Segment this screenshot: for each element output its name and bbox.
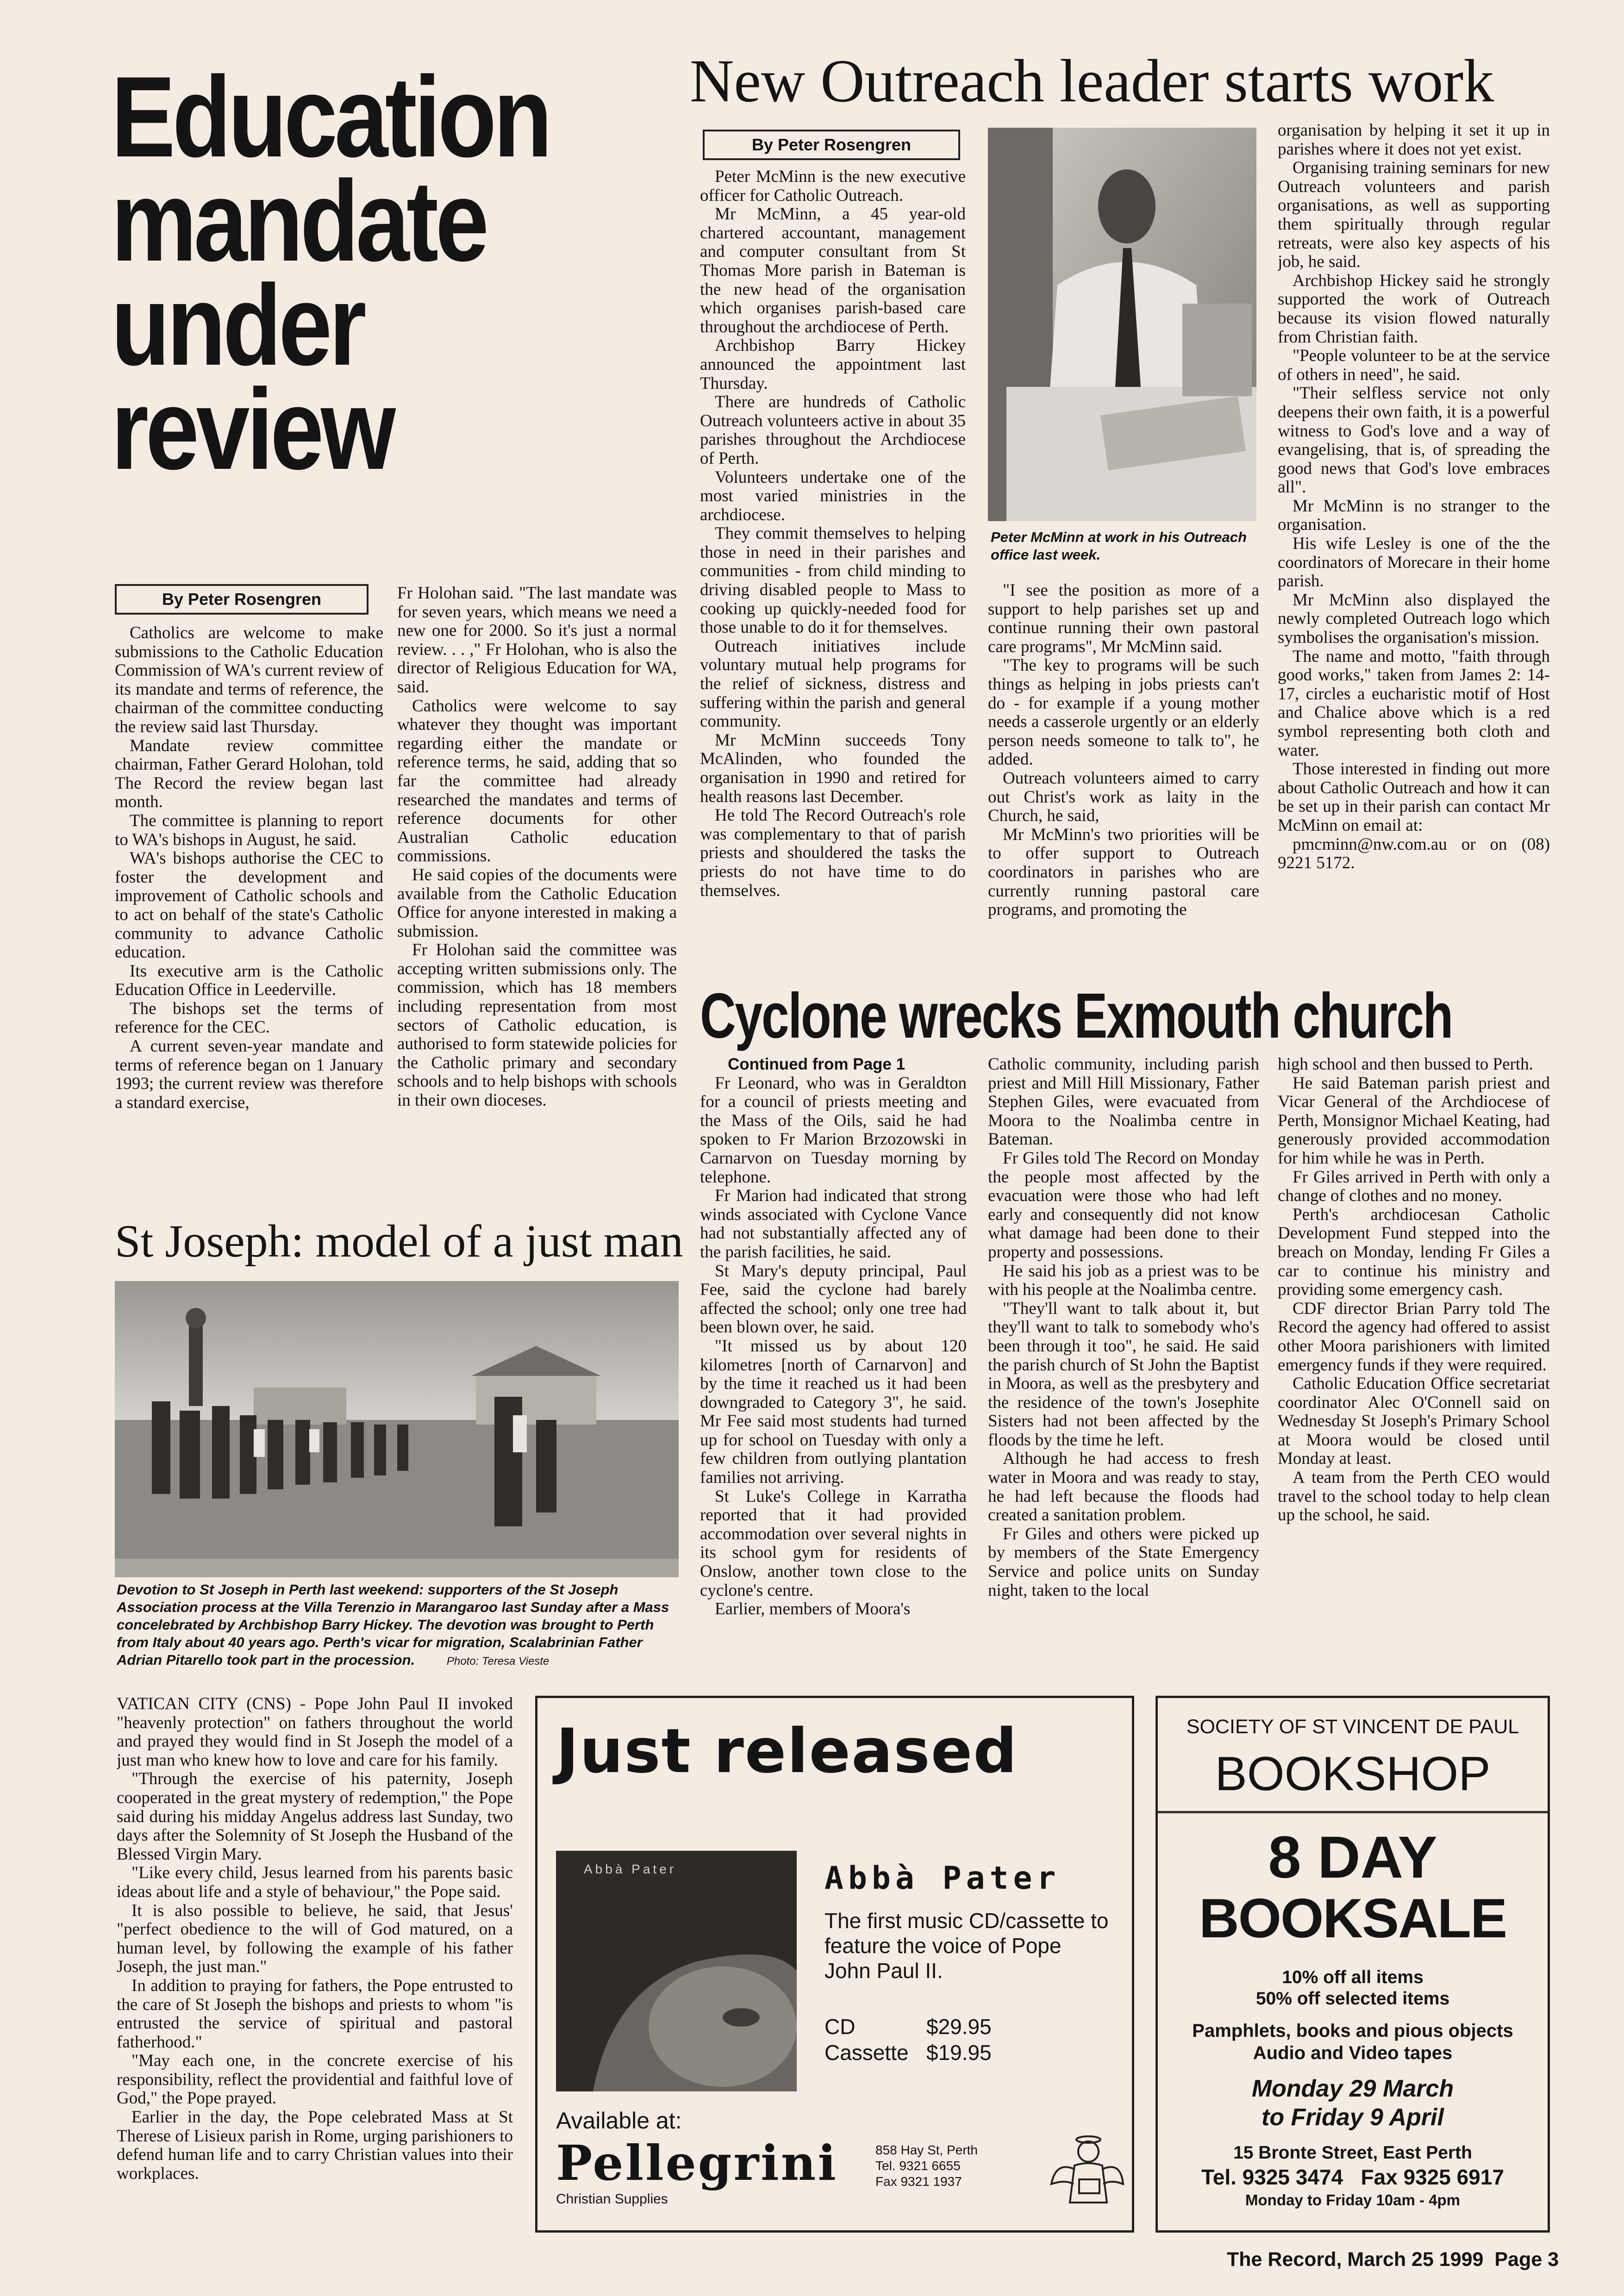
paragraph: Its executive arm is the Catholic Education Office in Leederville. xyxy=(115,961,383,1000)
outreach-col2 xyxy=(988,581,1259,979)
paragraph: His wife Lesley is one of the the coordinators of Morecare in their home parish. xyxy=(1278,534,1550,591)
shop-hours: Monday to Friday 10am - 4pm xyxy=(1245,2191,1460,2209)
store-contact xyxy=(875,2142,978,2190)
paragraph: He said his job as a priest was to be with his people at the Noalimba centre. xyxy=(988,1261,1259,1300)
vinnies-ad xyxy=(1156,1696,1550,2233)
discount-selected: 50% off selected items xyxy=(1255,1989,1450,2009)
paragraph: Earlier, members of Moora's xyxy=(715,1599,911,1619)
store-sub: Christian Supplies xyxy=(556,2191,668,2207)
cassette-price: $19.95 xyxy=(926,2041,992,2065)
society-name: SOCIETY OF ST VINCENT DE PAUL xyxy=(1186,1716,1519,1738)
paragraph: VATICAN CITY (CNS) - Pope John Paul II invoked "heavenly protection" on fathers throughout the world and prayed they would find in St Joseph the model of a just man who knew how to love and care for his family. xyxy=(117,1695,513,1770)
store-name: Pellegrini xyxy=(556,2134,838,2191)
paragraph: Archbishop Barry Hickey announced the appointment last Thursday. xyxy=(700,336,966,393)
outreach-col1 xyxy=(700,168,966,977)
paragraph: Although he had access to fresh water in Moora and was ready to stay, he had left because the floods had created a sanitation problem. xyxy=(988,1449,1259,1525)
continued-label: Continued from Page 1 xyxy=(728,1055,906,1073)
paragraph: Outreach volunteers aimed to carry out Christ's work as laity in the Church, he said, xyxy=(988,768,1259,826)
paragraph: Mr McMinn also displayed the newly completed Outreach logo which symbolises the organisation's mission. xyxy=(1278,590,1550,647)
paragraph: Mr McMinn's two priorities will be to offer support to Outreach coordinators in parishes who are currently running pastoral care programs, and promoting the xyxy=(988,825,1259,920)
paragraph: Catholics were welcome to say whatever they thought was important regarding either the mandate or reference terms, he said, adding that so far the committee had already researched the mandates and terms of reference documents for other Australian Catholic education commissions. xyxy=(397,696,677,866)
paragraph: "I see the position as more of a support to help parishes set up and continue running their own pastoral care programs", Mr McMinn said. xyxy=(988,581,1259,656)
paragraph: Mr McMinn, a 45 year-old chartered accountant, management and computer consultant from St Thomas More parish in Bateman is the new head of the organisation which organises parish-based care throughout the archdiocese of Perth. xyxy=(700,205,966,336)
paragraph: He said Bateman parish priest and Vicar General of the Archdiocese of Perth, Monsignor Michael Keating, had generously provided accommodation for him while he was in Perth. xyxy=(1278,1073,1550,1168)
pellegrini-ad xyxy=(535,1696,1134,2233)
cassette-label: Cassette xyxy=(824,2041,909,2065)
shop-phones: Tel. 9325 3474 Fax 9325 6917 xyxy=(1201,2165,1504,2189)
mcminn-photo xyxy=(988,128,1256,521)
store-fax: Fax 9321 1937 xyxy=(875,2174,962,2189)
procession-photo xyxy=(115,1281,679,1577)
booksale: BOOKSALE xyxy=(1199,1887,1507,1949)
photo-image xyxy=(115,1281,679,1577)
paragraph: "Their selfless service not only deepens their own faith, it is a powerful witness to God's love and a way of evangelising, that is, of spreading the good news that God's love embraces all". xyxy=(1278,384,1550,497)
sale-date-start: Monday 29 March xyxy=(1251,2075,1454,2102)
pamphlets: Pamphlets, books and pious objects xyxy=(1192,2021,1513,2041)
paragraph: Mr McMinn succeeds Tony McAlinden, who founded the organisation in 1990 and retired for health reasons last December. xyxy=(700,730,966,806)
store-address: 858 Hay St, Perth xyxy=(875,2143,978,2157)
discount-all: 10% off all items xyxy=(1282,1967,1424,1987)
paragraph: "They'll want to talk about it, but they'll want to talk to somebody who's been through it too", he said. He said the parish church of St John the Baptist in Moora, as well as the presbytery and the residence of the town's Josephite Sisters had not been affected by the floods by the time he left. xyxy=(988,1299,1259,1450)
joseph-headline: St Joseph: model of a just man xyxy=(115,1215,683,1267)
paragraph: The bishops set the terms of reference for the CEC. xyxy=(115,999,383,1037)
paragraph: It is also possible to believe, he said, that Jesus' "perfect obedience to the will of God matured, on a human level, by following the example of his father Joseph, the just man." xyxy=(117,1901,513,1977)
outreach-headline: New Outreach leader starts work xyxy=(690,47,1494,115)
paragraph: organisation by helping it set it up in parishes where it does not yet exist. xyxy=(1278,121,1550,159)
divider xyxy=(1158,1811,1548,1813)
caption-text: Devotion to St Joseph in Perth last weekend: supporters of the St Joseph Association process at the Villa Terenzio in Marangaroo last Sunday after a Mass concelebrated by Archbishop Barry Hickey. The devotion was brought to Perth from Italy about 40 years ago. Perth's vicar for migration, Scalabrinian Father Adrian Pitarello took part in the procession. xyxy=(117,1581,669,1668)
paragraph: high school and then bussed to Perth. xyxy=(1278,1055,1533,1074)
headline-line: under xyxy=(111,261,364,389)
photo-image xyxy=(988,128,1256,521)
paragraph: Fr Holohan said the committee was accepting written submissions only. The commission, which has 18 members including representation from most sectors of Catholic education, is authorised to form statewide policies for the Catholic primary and secondary schools and to help bishops with schools in their own dioceses. xyxy=(397,940,677,1110)
paragraph: "May each one, in the concrete exercise of his responsibility, reflect the providential and faithful love of God," the Pope prayed. xyxy=(117,2051,513,2108)
paragraph: He told The Record Outreach's role was complementary to that of parish priests and shouldered the tasks the priests do not have time to do themselves. xyxy=(700,806,966,900)
paragraph: Fr Giles arrived in Perth with only a change of clothes and no money. xyxy=(1278,1167,1550,1206)
paragraph: There are hundreds of Catholic Outreach volunteers active in about 35 parishes throughout the Archdiocese of Perth. xyxy=(700,392,966,468)
available-at: Available at: xyxy=(556,2108,682,2134)
paragraph: A team from the Perth CEO would travel to the school today to help clean up the school, he said. xyxy=(1278,1468,1550,1525)
paragraph: Mandate review committee chairman, Father Gerard Holohan, told The Record the review began last month. xyxy=(115,736,383,812)
cd-cover xyxy=(556,1851,797,2091)
paragraph: "People volunteer to be at the service of others in need", he said. xyxy=(1278,346,1550,384)
education-col1 xyxy=(115,624,383,1205)
headline-line: mandate xyxy=(111,156,486,285)
paragraph: He said copies of the documents were available from the Catholic Education Office for anyone interested in making a submission. xyxy=(397,865,677,941)
outreach-col3 xyxy=(1278,121,1550,977)
education-col2 xyxy=(397,584,677,1205)
paragraph: Fr Holohan said. "The last mandate was for seven years, which means we need a new one for 2000. So it's just a normal review. . . ," Fr Holohan, who is also the director of Religious Education for WA, said. xyxy=(397,584,677,697)
price-list xyxy=(824,2014,992,2066)
joseph-body xyxy=(117,1695,513,2241)
paragraph: Outreach initiatives include voluntary mutual help programs for the relief of sickness, distress and suffering within the parish and general community. xyxy=(700,636,966,731)
paragraph: In addition to praying for fathers, the Pope entrusted to the care of St Joseph the bishops and priests to whom "is entrusted the service of spiritual and pastoral fatherhood." xyxy=(117,1976,513,2052)
eight-day: 8 DAY xyxy=(1268,1824,1437,1891)
paragraph: Peter McMinn is the new executive officer for Catholic Outreach. xyxy=(700,168,966,205)
education-byline: By Peter Rosengren xyxy=(115,584,369,615)
paragraph: Catholic community, including parish priest and Mill Hill Missionary, Father Stephen Giles, were evacuated from Moora to the Noalimba centre in Bateman. xyxy=(988,1055,1259,1149)
paragraph: Volunteers undertake one of the most varied ministries in the archdiocese. xyxy=(700,467,966,524)
paragraph: Catholic Education Office secretariat coordinator Alec O'Connell said on Wednesday St Joseph's Primary School at Moora would be closed until Monday at least. xyxy=(1278,1374,1550,1468)
outreach-byline: By Peter Rosengren xyxy=(703,130,960,160)
bookshop-label: BOOKSHOP xyxy=(1215,1747,1491,1801)
paragraph: St Mary's deputy principal, Paul Fee, said the cyclone had barely affected the school; only one tree had been blown over, he said. xyxy=(700,1261,967,1337)
cd-cover-title: Abbà Pater xyxy=(584,1862,677,1876)
paragraph: Earlier in the day, the Pope celebrated Mass at St Therese of Lisieux parish in Rome, urging parishioners to defend human life and to carry Christian values into their workplaces. xyxy=(117,2108,513,2183)
paragraph: "Like every child, Jesus learned from his parents basic ideas about life and a style of behaviour," the Pope said. xyxy=(117,1863,513,1901)
paragraph: Organising training seminars for new Outreach volunteers and parish organisations, as well as supporting them spiritually through regular retreats, were also key aspects of his job, he said. xyxy=(1278,158,1550,272)
paragraph: Fr Giles and others were picked up by members of the State Emergency Service and police units on Sunday night, taken to the local xyxy=(988,1524,1259,1600)
paragraph: Perth's archdiocesan Catholic Development Fund stepped into the breach on Monday, lending Fr Giles a car to continue his ministry and providing some emergency cash. xyxy=(1278,1205,1550,1300)
cd-cover-art xyxy=(556,1851,797,2091)
store-tel: Tel. 9321 6655 xyxy=(875,2159,961,2173)
cyclone-headline: Cyclone wrecks Exmouth church xyxy=(700,980,1453,1052)
paragraph: CDF director Brian Parry told The Record the agency had offered to assist other Moora parishioners with limited emergency funds if they were required. xyxy=(1278,1299,1550,1375)
paragraph: The name and motto, "faith through good works," taken from James 2: 14-17, circles a eucharistic motif of Host and Chalice above which is a red symbol representing both cloth and water. xyxy=(1278,647,1550,760)
page-footer: The Record, March 25 1999 Page 3 xyxy=(1227,2248,1559,2271)
paragraph: A current seven-year mandate and terms of reference began on 1 January 1993; the current review was therefore a standard exercise, xyxy=(115,1037,383,1112)
paragraph: Those interested in finding out more about Catholic Outreach and how it can be set up in their parish can contact Mr McMinn on email at: xyxy=(1278,759,1550,835)
shop-address: 15 Bronte Street, East Perth xyxy=(1233,2143,1472,2163)
paragraph: "It missed us by about 120 kilometres [north of Carnarvon] and by the time it reached us it had been downgraded to Category 3", he said. Mr Fee said most students had turned up for school on Tuesday with only a few children from outlying plantation families not arriving. xyxy=(700,1336,967,1487)
procession-photo-caption xyxy=(117,1581,678,1670)
paragraph: pmcminn@nw.com.au or on (08) 9221 5172. xyxy=(1278,834,1550,873)
album-desc: The first music CD/cassette to feature the voice of Pope John Paul II. xyxy=(824,1909,1109,1983)
paragraph: They commit themselves to helping those in need in their parishes and communities - from child minding to driving disabled people to Mass to cooking up quickly-needed food for those unable to do it for themselves. xyxy=(700,524,966,637)
education-headline xyxy=(111,52,657,493)
ad-heading: Just released xyxy=(556,1716,1018,1787)
paragraph: Fr Leonard, who was in Geraldton for a council of priests meeting and the Mass of the Oils, said he had spoken to Fr Marion Brzozowski in Carnarvon on Tuesday morning by telephone. xyxy=(700,1073,967,1187)
paragraph: Fr Giles told The Record on Monday the people most affected by the evacuation were those who had left early and consequently did not know what damage had been done to their property and possessions. xyxy=(988,1148,1259,1262)
headline-line: review xyxy=(111,365,393,493)
headline-line: Education xyxy=(111,52,550,181)
paragraph: "Through the exercise of his paternity, Joseph cooperated in the great mystery of redemption," the Pope said during his midday Angelus address last Sunday, two days after the Solemnity of St Joseph the Husband of the Blessed Virgin Mary. xyxy=(117,1769,513,1864)
paragraph: St Luke's College in Karratha reported that it had provided accommodation over several nights in its school gym for residents of Onslow, another town close to the cyclone's centre. xyxy=(700,1487,967,1600)
sale-date-end: to Friday 9 April xyxy=(1262,2104,1444,2131)
paragraph: The committee is planning to report to WA's bishops in August, he said. xyxy=(115,811,383,849)
cd-label: CD xyxy=(824,2015,856,2039)
photo-credit: Photo: Teresa Vieste xyxy=(446,1655,550,1668)
cd-price: $29.95 xyxy=(926,2015,992,2039)
paragraph: Archbishop Hickey said he strongly supported the work of Outreach because its vision flowed naturally from Christian faith. xyxy=(1278,271,1550,347)
mcminn-photo-caption: Peter McMinn at work in his Outreach office last week. xyxy=(991,529,1247,563)
album-title: Abbà Pater xyxy=(824,1860,1061,1897)
tapes: Audio and Video tapes xyxy=(1253,2043,1453,2063)
paragraph: Fr Marion had indicated that strong winds associated with Cyclone Vance had not substantially affected any of the parish facilities, he said. xyxy=(700,1186,967,1262)
paragraph: WA's bishops authorise the CEC to foster the development and improvement of Catholic schools and to act on behalf of the state's Catholic community to advance Catholic education. xyxy=(115,849,383,962)
angel-icon xyxy=(1047,2133,1125,2216)
paragraph: Catholics are welcome to make submissions to the Catholic Education Commission of WA's current review of its mandate and terms of reference, the chairman of the committee conducting the review said last Thursday. xyxy=(115,624,383,736)
paragraph: "The key to programs will be such things as helping in jobs priests can't do - for example if a young mother needs a casserole urgently or an elderly person needs someone to talk to", he added. xyxy=(988,656,1259,769)
paragraph: Mr McMinn is no stranger to the organisation. xyxy=(1278,496,1550,535)
